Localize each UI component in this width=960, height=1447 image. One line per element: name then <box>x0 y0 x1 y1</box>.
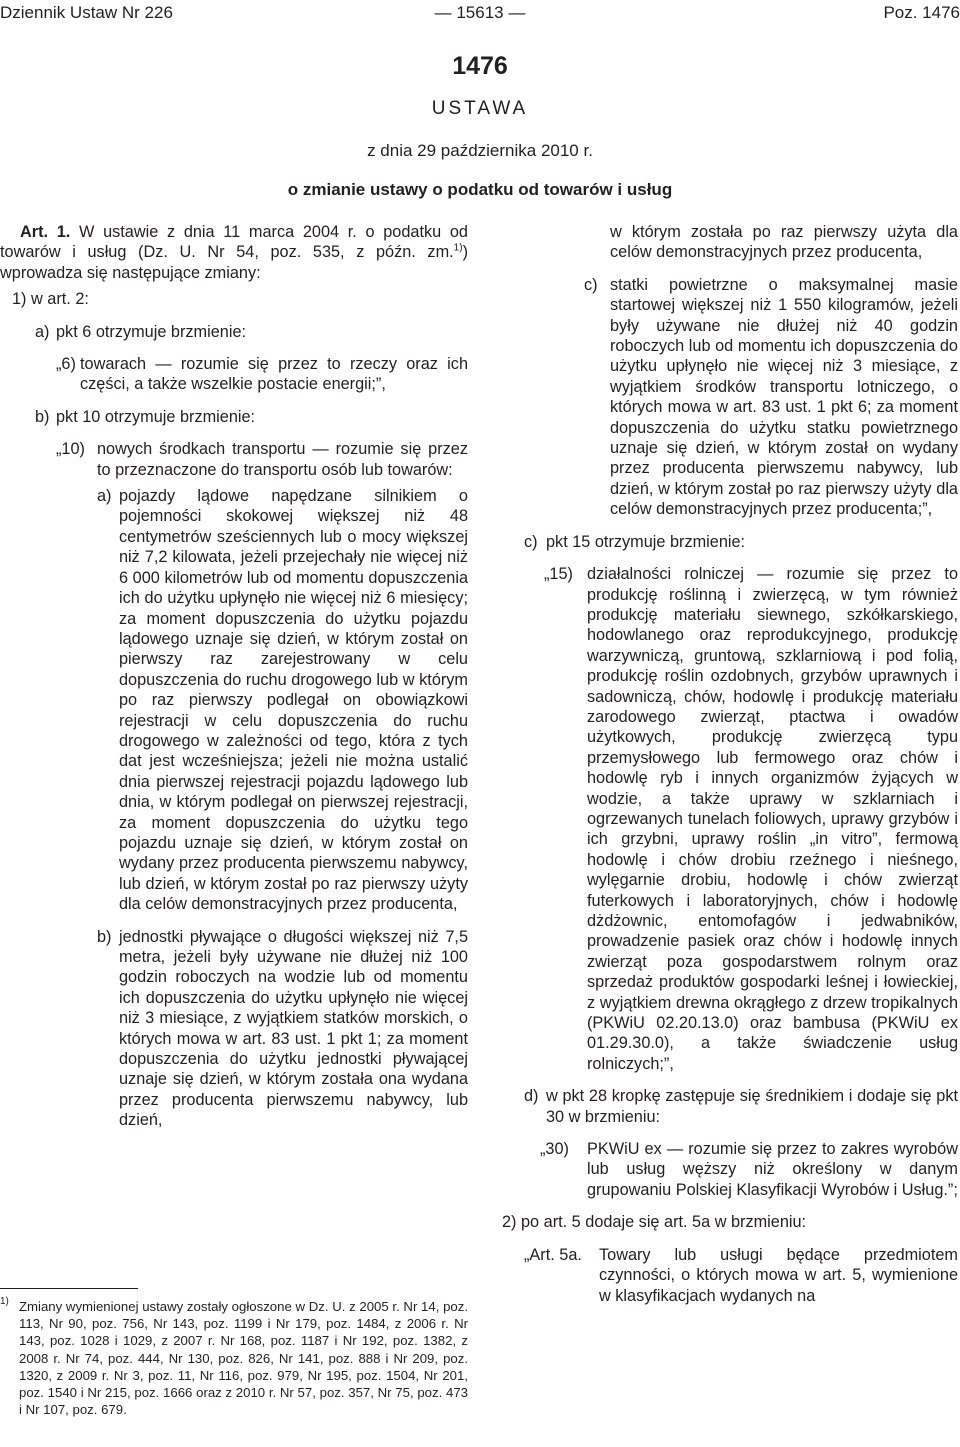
position-number: Poz. 1476 <box>883 3 960 22</box>
footnote-rule <box>0 1288 138 1289</box>
point-1: 1) w art. 2: <box>12 290 89 309</box>
quote-point-10-label: „10) <box>56 440 85 459</box>
act-date: z dnia 29 października 2010 r. <box>367 141 593 160</box>
vehicle-c-text: statki powietrzne o maksymalnej masie startowej większej niż 1 550 kilogramów, jeżeli były używane nie dłużej niż 40 godzin roboczych lub od momentu ich dopuszczenia do użytku upłynęło nie więcej niż 3 miesiące, z wyjątkiem środków transportu lotniczego, o których mowa w art. 83 ust. 1 pkt 6; za moment dopuszczenia do użytku statku powietrznego uznaje się dzień, w którym został on wydany przez producenta pierwszemu nabywcy, lub dzień, w którym został po raz pierwszy użyty dla celów demonstracyjnych przez producenta;”, <box>610 275 958 519</box>
quote-point-30-text: PKWiU ex — rozumie się przez to zakres wyrobów lub usług węższy niż określony w danym grupowaniu Polskiej Klasyfikacji Wyrobów i Usług.”; <box>587 1140 958 1199</box>
point-2: 2) po art. 5 dodaje się art. 5a w brzmieniu: <box>502 1213 807 1232</box>
article-1 <box>0 222 468 283</box>
article-5a-label: „Art. 5a. <box>524 1245 582 1264</box>
vehicle-c <box>492 275 958 520</box>
letter-c-label: c) <box>524 532 538 551</box>
journal-name: Dziennik Ustaw Nr 226 <box>0 3 173 22</box>
letter-c <box>492 532 958 552</box>
vehicle-c-label: c) <box>584 275 598 294</box>
letter-a <box>0 322 468 342</box>
page-number: — 15613 — <box>434 3 526 22</box>
quote-point-10 <box>0 439 468 480</box>
letter-d <box>492 1086 958 1127</box>
article-1-text: W ustawie z dnia 11 marca 2004 r. o podatku od towarów i usług (Dz. U. Nr 54, poz. 535, z późn. zm. <box>0 223 468 262</box>
act-subject: o zmianie ustawy o podatku od towarów i usług <box>287 180 673 199</box>
article-5a-text: Towary lub usługi będące przedmiotem czynności, o których mowa w art. 5, wymienione w klasyfikacjach wydanych na <box>599 1245 958 1305</box>
letter-a-text: pkt 6 otrzymuje brzmienie: <box>56 322 247 341</box>
quote-point-15-label: „15) <box>544 565 573 584</box>
letter-b-text: pkt 10 otrzymuje brzmienie: <box>56 407 256 426</box>
right-column <box>492 222 958 1306</box>
vehicle-b-continuation: w którym została po raz pierwszy użyta dla celów demonstracyjnych przez producenta, <box>610 223 958 262</box>
footnote-ref: 1) <box>453 242 463 254</box>
letter-d-text: w pkt 28 kropkę zastępuje się średnikiem i dodaje się pkt 30 w brzmieniu: <box>546 1087 958 1126</box>
letter-b <box>0 407 468 427</box>
quote-point-15-text: działalności rolniczej — rozumie się przez to produkcję roślinną i zwierzęcą, w tym również produkcję materiału siewnego, szkółkarskiego, hodowlanego oraz reprodukcyjnego, produkcję warzywniczą, gruntową, szklarniową i pod folią, produkcję roślin ozdobnych, grzybów uprawnych i sadowniczą, chów, hodowlę i produkcję materiału zarodowego zwierząt, ptactwa i owadów użytkowych, produkcję zwierzęcą typu przemysłowego lub fermowego oraz chów i hodowlę ryb i innych organizmów żyjących w wodzie, a także uprawy w szklarniach i ogrzewanych tunelach foliowych, uprawy grzybów i ich grzybni, uprawy roślin „in vitro”, fermową hodowlę i chów drobiu rzeźnego i nieśnego, wylęgarnie drobiu, hodowlę i chów zwierząt futerkowych i laboratoryjnych, chów i hodowlę dżdżownic, entomofagów i jedwabników, prowadzenie pasiek oraz chów i hodowlę innych zwierząt poza gospodarstwem rolnym oraz sprzedaż produktów gospodarki leśnej i łowieckiej, z wyjątkiem drewna okrągłego z drzew tropikalnych (PKWiU 02.20.13.0) oraz bambusa (PKWiU ex 01.29.30.0), a także świadczenie usług rolniczych;”, <box>587 565 958 1073</box>
footnote: 1) Zmiany wymienionej ustawy zostały ogłoszone w Dz. U. z 2005 r. Nr 14, poz. 113, Nr 90, poz. 756, Nr 143, poz. 1199 i Nr 179, poz. 1484, z 2006 r. Nr 143, poz. 1028 i 1029, z 2007 r. Nr 168, poz. 1187 i Nr 192, poz. 1382, z 2008 r. Nr 74, poz. 444, Nr 130, poz. 826, Nr 141, poz. 888 i Nr 209, poz. 1320, z 2009 r. Nr 3, poz. 11, Nr 116, poz. 979, Nr 195, poz. 1504, Nr 201, poz. 1540 i Nr 215, poz. 1666 oraz z 2010 r. Nr 57, poz. 357, Nr 75, poz. 473 i Nr 107, poz. 679. <box>0 1296 468 1418</box>
letter-b-label: b) <box>35 407 50 426</box>
article-5a <box>492 1245 958 1306</box>
quote-point-6-text: towarach — rozumie się przez to rzeczy oraz ich części, a także wszelkie postacie energii;”, <box>80 355 468 394</box>
article-1-label: Art. 1. <box>20 223 71 241</box>
act-kind: USTAWA <box>431 98 529 119</box>
letter-d-label: d) <box>524 1087 539 1106</box>
vehicle-a-text: pojazdy lądowe napędzane silnikiem o pojemności skokowej większej niż 48 centymetrów sześciennych lub o mocy większej niż 7,2 kilowata, jeżeli przejechały nie więcej niż 6 000 kilometrów lub od momentu dopuszczenia ich do użytku upłynęło nie więcej niż 6 miesięcy; za moment dopuszczenia do użytku pojazdu lądowego uznaje się dzień, w którym został on pierwszy raz zarejestrowany w celu dopuszczenia do ruchu drogowego lub w którym po raz pierwszy podlegał on obowiązkowi rejestracji w celu dopuszczenia do ruchu drogowego w zależności od tego, która z tych dat jest wcześniejsza; jeżeli nie można ustalić dnia pierwszej rejestracji pojazdu lądowego lub dnia, w którym podlegał on pierwszej rejestracji, za moment dopuszczenia do użytku tego pojazdu uznaje się dzień, w którym został on wydany przez producenta pierwszemu nabywcy, lub dzień, w którym został po raz pierwszy użyty dla celów demonstracyjnych przez producenta, <box>119 487 468 914</box>
letter-a-label: a) <box>35 322 50 341</box>
vehicle-b-text: jednostki pływające o długości większej niż 7,5 metra, jeżeli były używane nie dłużej niż 100 godzin roboczych na wodzie lub od momentu ich dopuszczenia do użytku upłynęło nie więcej niż 3 miesiące, z wyjątkiem statków morskich, o których mowa w art. 83 ust. 1 pkt 1; za moment dopuszczenia do użytku jednostki pływającej uznaje się dzień, w którym została ona wydana przez producenta pierwszemu nabywcy, lub dzień, <box>119 927 468 1130</box>
quote-point-6-label: „6) <box>56 355 76 374</box>
quote-point-30 <box>492 1139 958 1200</box>
letter-c-text: pkt 15 otrzymuje brzmienie: <box>546 532 746 551</box>
act-number: 1476 <box>452 52 508 80</box>
vehicle-b <box>0 927 468 1131</box>
article-1-text-2: ) wprowadza się następujące zmiany: <box>0 243 468 282</box>
vehicle-a-label: a) <box>97 487 112 506</box>
quote-point-10-text: nowych środkach transportu — rozumie się przez to przeznaczone do transportu osób lub towarów: <box>97 440 468 479</box>
quote-point-6 <box>0 354 468 395</box>
left-column <box>0 222 468 1131</box>
vehicle-a <box>0 486 468 915</box>
quote-point-15 <box>492 564 958 1074</box>
vehicle-b-label: b) <box>97 927 112 946</box>
footnote-text: Zmiany wymienionej ustawy zostały ogłoszone w Dz. U. z 2005 r. Nr 14, poz. 113, Nr 90, poz. 756, Nr 143, poz. 1199 i Nr 179, poz. 1484, z 2006 r. Nr 143, poz. 1028 i 1029, z 2007 r. Nr 168, poz. 1187 i Nr 192, poz. 1382, z 2008 r. Nr 74, poz. 444, Nr 130, poz. 826, Nr 141, poz. 888 i Nr 209, poz. 1320, z 2009 r. Nr 3, poz. 11, Nr 116, poz. 979, Nr 195, poz. 1504, Nr 201, poz. 1540 i Nr 215, poz. 1666 oraz z 2010 r. Nr 57, poz. 357, Nr 75, poz. 473 i Nr 107, poz. 679. <box>19 1299 468 1418</box>
quote-point-30-label: „30) <box>540 1140 569 1159</box>
